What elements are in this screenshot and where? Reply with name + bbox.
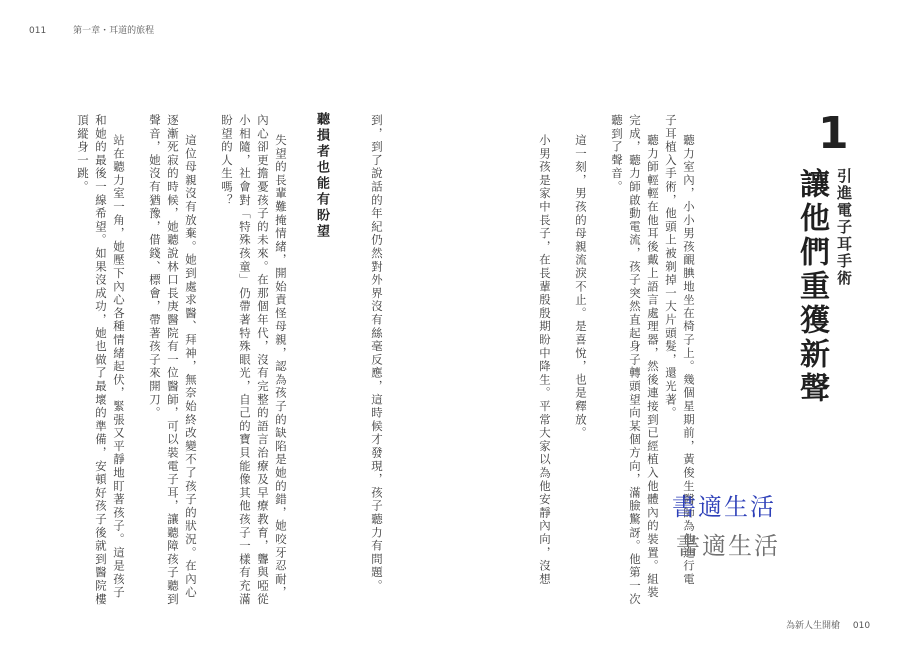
header-chapter-title: 第一章・耳道的旅程 (73, 26, 155, 36)
paragraph-column: 逐漸死寂的時候，她聽說林口長庚醫院有一位醫師，可以裝電子耳，讓聽障孩子聽到 (166, 114, 180, 607)
paragraph-column: 到，到了說話的年紀仍然對外界沒有絲毫反應，這時候才發現，孩子聽力有問題。 (370, 114, 384, 593)
chapter-number: 1 (818, 108, 849, 159)
paragraph-column: 和她的最後一線希望。如果沒成功，她也做了最壞的準備，安頓好孩子後就到醫院樓 (94, 114, 108, 607)
paragraph-column: 頂縱身一跳。 (76, 114, 90, 194)
paragraph-column: 聲音，她沒有猶豫，借錢、標會，帶著孩子來開刀。 (148, 114, 162, 420)
watermark-logo-shadow: 書適生活 (676, 532, 780, 560)
paragraph-column: 這一刻，男孩的母親流淚不止。是喜悅，也是釋放。 (574, 134, 588, 440)
header-page-number: 011 (29, 26, 47, 36)
page-footer (786, 618, 870, 631)
paragraph-column: 盼望的人生嗎？ (220, 114, 234, 208)
footer-page-number: 010 (852, 621, 871, 631)
paragraph-column: 這位母親沒有放棄。她到處求醫、拜神，無奈始終改變不了孩子的狀況。在內心 (184, 134, 198, 600)
paragraph-column: 聽力室內，小小男孩靦腆地坐在椅子上。幾個星期前，黃俊生醫師為他進行電 (682, 134, 696, 587)
watermark-logo: 書適生活 (672, 493, 776, 521)
paragraph-column: 聽力師輕輕在他耳後戴上語言處理器，然後連接到已經植入他體內的裝置。組裝 (646, 134, 660, 600)
paragraph-column: 內心卻更擔憂孩子的未來。在那個年代，沒有完整的語言治療及早療教育，聾與啞從 (256, 114, 270, 607)
page-header (29, 23, 154, 36)
paragraph-column: 失望的長輩難掩情緒，開始責怪母親，認為孩子的缺陷是她的錯，她咬牙忍耐， (274, 134, 288, 600)
paragraph-column: 站在聽力室一角，她壓下內心各種情緒起伏，緊張又平靜地盯著孩子。這是孩子 (112, 134, 126, 600)
paragraph-column: 完成，聽力師啟動電流，孩子突然直起身子轉頭望向某個方向，滿臉驚訝。他第一次 (628, 114, 642, 607)
paragraph-column: 聽到了聲音。 (610, 114, 624, 194)
footer-section-title: 為新人生開槍 (786, 621, 841, 631)
paragraph-column: 子耳植入手術，他頭上被剃掉一大片頭髮，還光著。 (664, 114, 678, 420)
paragraph-column: 小男孩是家中長子，在長輩殷殷期盼中降生。平常大家以為他安靜內向，沒想 (538, 134, 552, 587)
chapter-title: 讓他們重獲新聲 (794, 168, 829, 406)
chapter-subtitle: 引進電子耳手術 (835, 168, 853, 287)
section-subheading: 聽損者也能有盼望 (314, 112, 329, 240)
paragraph-column: 小相隨，社會對「特殊孩童」仍帶著特殊眼光，自己的寶貝能像其他孩子一樣有充滿 (238, 114, 252, 607)
